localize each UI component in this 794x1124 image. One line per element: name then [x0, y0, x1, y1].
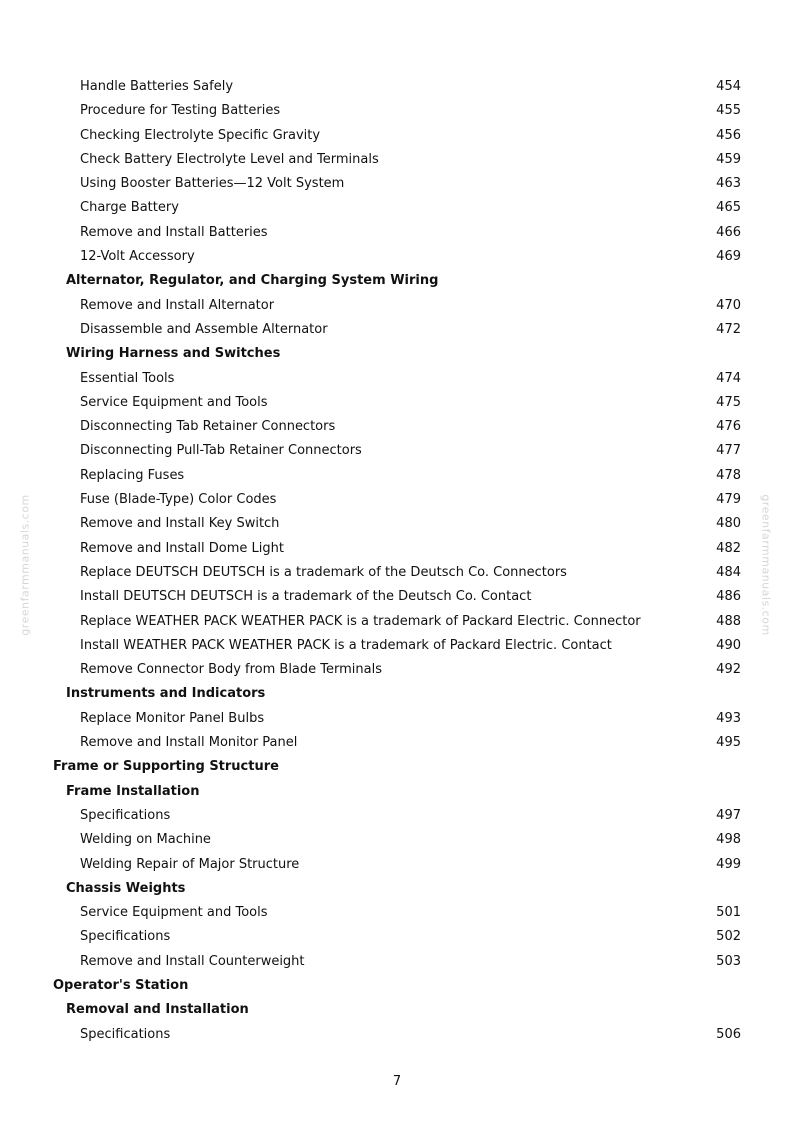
toc-entry-page-number: 501	[716, 905, 741, 921]
toc-entry-page-number: 456	[716, 127, 741, 143]
table-of-contents	[0, 75, 794, 1047]
toc-entry-title: Specifications	[80, 807, 171, 823]
toc-entry-title: Frame or Supporting Structure	[53, 759, 279, 775]
toc-entry-page-number: 478	[716, 467, 741, 483]
toc-entry-page-number: 502	[716, 929, 741, 945]
toc-entry-page-number: 454	[716, 79, 741, 94]
toc-row-toc-entry[interactable]	[0, 221, 794, 245]
toc-row-subsection-heading[interactable]	[0, 682, 794, 706]
toc-entry-page-number: 480	[716, 516, 741, 532]
toc-entry-title: Remove and Install Counterweight	[80, 953, 305, 969]
toc-row-section-heading[interactable]	[0, 974, 794, 998]
toc-entry-title: Service Equipment and Tools	[80, 394, 268, 410]
toc-row-toc-entry[interactable]	[0, 585, 794, 609]
toc-entry-page-number: 497	[716, 807, 741, 823]
toc-row-subsection-heading[interactable]	[0, 877, 794, 901]
toc-entry-title: Remove and Install Dome Light	[80, 540, 284, 556]
toc-entry-page-number: 475	[716, 394, 741, 410]
toc-entry-page-number: 492	[716, 662, 741, 678]
toc-entry-page-number: 484	[716, 564, 741, 580]
toc-entry-title: Fuse (Blade-Type) Color Codes	[80, 492, 277, 508]
toc-row-toc-entry[interactable]	[0, 925, 794, 949]
toc-row-toc-entry[interactable]	[0, 828, 794, 852]
toc-entry-title: Removal and Installation	[66, 1002, 249, 1018]
toc-entry-title: Remove and Install Monitor Panel	[80, 735, 298, 751]
toc-row-toc-entry[interactable]	[0, 124, 794, 148]
toc-entry-title: Remove and Install Alternator	[80, 297, 275, 313]
toc-entry-page-number: 459	[716, 151, 741, 167]
toc-entry-page-number: 463	[716, 176, 741, 192]
toc-entry-title: Disassemble and Assemble Alternator	[80, 321, 328, 337]
toc-entry-title: Replace WEATHER PACK WEATHER PACK is a trademark of Packard Electric. Connector	[80, 613, 641, 629]
toc-row-toc-entry[interactable]	[0, 439, 794, 463]
toc-row-subsection-heading[interactable]	[0, 269, 794, 293]
toc-entry-page-number: 474	[716, 370, 741, 386]
toc-entry-title: Disconnecting Tab Retainer Connectors	[80, 419, 336, 435]
toc-entry-page-number: 495	[716, 735, 741, 751]
toc-row-toc-entry[interactable]	[0, 950, 794, 974]
toc-row-toc-entry[interactable]	[0, 415, 794, 439]
toc-row-toc-entry[interactable]	[0, 610, 794, 634]
toc-row-toc-entry[interactable]	[0, 634, 794, 658]
toc-entry-title: Remove and Install Key Switch	[80, 516, 280, 532]
toc-row-toc-entry[interactable]	[0, 731, 794, 755]
toc-row-toc-entry[interactable]	[0, 707, 794, 731]
toc-entry-title: Welding Repair of Major Structure	[80, 856, 300, 872]
toc-entry-title: Wiring Harness and Switches	[66, 346, 281, 362]
toc-entry-title: Disconnecting Pull-Tab Retainer Connectors	[80, 443, 362, 459]
toc-row-toc-entry[interactable]	[0, 294, 794, 318]
toc-entry-title: Replacing Fuses	[80, 467, 185, 483]
toc-row-toc-entry[interactable]	[0, 1023, 794, 1047]
toc-row-toc-entry[interactable]	[0, 196, 794, 220]
toc-entry-page-number: 486	[716, 589, 741, 605]
toc-entry-page-number: 465	[716, 200, 741, 216]
toc-entry-title: Checking Electrolyte Specific Gravity	[80, 127, 321, 143]
toc-entry-title: Install WEATHER PACK WEATHER PACK is a trademark of Packard Electric. Contact	[80, 637, 612, 653]
watermark-right: greenfarmmanuals.com	[759, 494, 773, 636]
toc-entry-page-number: 498	[716, 832, 741, 848]
toc-row-toc-entry[interactable]	[0, 853, 794, 877]
toc-row-toc-entry[interactable]	[0, 488, 794, 512]
toc-row-subsection-heading[interactable]	[0, 998, 794, 1022]
toc-entry-page-number: 490	[716, 637, 741, 653]
toc-entry-title: Instruments and Indicators	[66, 686, 266, 702]
toc-entry-title: Welding on Machine	[80, 832, 211, 848]
page-number: 7	[392, 1074, 402, 1089]
toc-row-section-heading[interactable]	[0, 755, 794, 779]
toc-entry-page-number: 499	[716, 856, 741, 872]
toc-entry-page-number: 493	[716, 710, 741, 726]
toc-row-toc-entry[interactable]	[0, 804, 794, 828]
toc-entry-title: Specifications	[80, 1026, 171, 1042]
toc-row-toc-entry[interactable]	[0, 245, 794, 269]
toc-entry-page-number: 488	[716, 613, 741, 629]
toc-entry-title: Remove Connector Body from Blade Terminals	[80, 662, 382, 678]
toc-row-toc-entry[interactable]	[0, 99, 794, 123]
toc-row-toc-entry[interactable]	[0, 901, 794, 925]
toc-entry-title: Procedure for Testing Batteries	[80, 103, 281, 119]
toc-entry-title: Replace Monitor Panel Bulbs	[80, 710, 265, 726]
toc-entry-page-number: 479	[716, 492, 741, 508]
toc-row-toc-entry[interactable]	[0, 537, 794, 561]
toc-entry-page-number: 466	[716, 224, 741, 240]
toc-entry-page-number: 476	[716, 419, 741, 435]
toc-row-subsection-heading[interactable]	[0, 780, 794, 804]
toc-row-toc-entry[interactable]	[0, 148, 794, 172]
toc-entry-title: Alternator, Regulator, and Charging System Wiring	[66, 273, 439, 289]
toc-entry-title: Operator's Station	[53, 977, 189, 993]
toc-row-toc-entry[interactable]	[0, 318, 794, 342]
toc-entry-title: Handle Batteries Safely	[80, 79, 234, 94]
toc-row-toc-entry[interactable]	[0, 172, 794, 196]
toc-entry-title: Service Equipment and Tools	[80, 905, 268, 921]
toc-entry-page-number: 503	[716, 953, 741, 969]
watermark-left: greenfarmmanuals.com	[18, 494, 32, 636]
toc-row-toc-entry[interactable]	[0, 75, 794, 99]
toc-row-toc-entry[interactable]	[0, 391, 794, 415]
toc-entry-title: Install DEUTSCH DEUTSCH is a trademark of the Deutsch Co. Contact	[80, 589, 532, 605]
toc-entry-page-number: 506	[716, 1026, 741, 1042]
toc-entry-page-number: 455	[716, 103, 741, 119]
toc-row-toc-entry[interactable]	[0, 512, 794, 536]
toc-entry-page-number: 482	[716, 540, 741, 556]
toc-row-toc-entry[interactable]	[0, 464, 794, 488]
toc-row-toc-entry[interactable]	[0, 658, 794, 682]
toc-entry-title: Charge Battery	[80, 200, 179, 216]
toc-entry-title: Replace DEUTSCH DEUTSCH is a trademark of the Deutsch Co. Connectors	[80, 564, 567, 580]
toc-row-subsection-heading[interactable]	[0, 342, 794, 366]
toc-row-toc-entry[interactable]	[0, 561, 794, 585]
toc-entry-title: Chassis Weights	[66, 880, 186, 896]
toc-entry-title: Specifications	[80, 929, 171, 945]
toc-entry-page-number: 472	[716, 321, 741, 337]
toc-entry-title: Check Battery Electrolyte Level and Terminals	[80, 151, 379, 167]
toc-entry-page-number: 469	[716, 249, 741, 265]
toc-entry-title: Essential Tools	[80, 370, 175, 386]
toc-entry-title: 12-Volt Accessory	[80, 249, 195, 265]
toc-entry-page-number: 470	[716, 297, 741, 313]
toc-entry-page-number: 477	[716, 443, 741, 459]
toc-entry-title: Using Booster Batteries—12 Volt System	[80, 176, 345, 192]
toc-entry-title: Frame Installation	[66, 783, 200, 799]
toc-entry-title: Remove and Install Batteries	[80, 224, 268, 240]
toc-row-toc-entry[interactable]	[0, 367, 794, 391]
